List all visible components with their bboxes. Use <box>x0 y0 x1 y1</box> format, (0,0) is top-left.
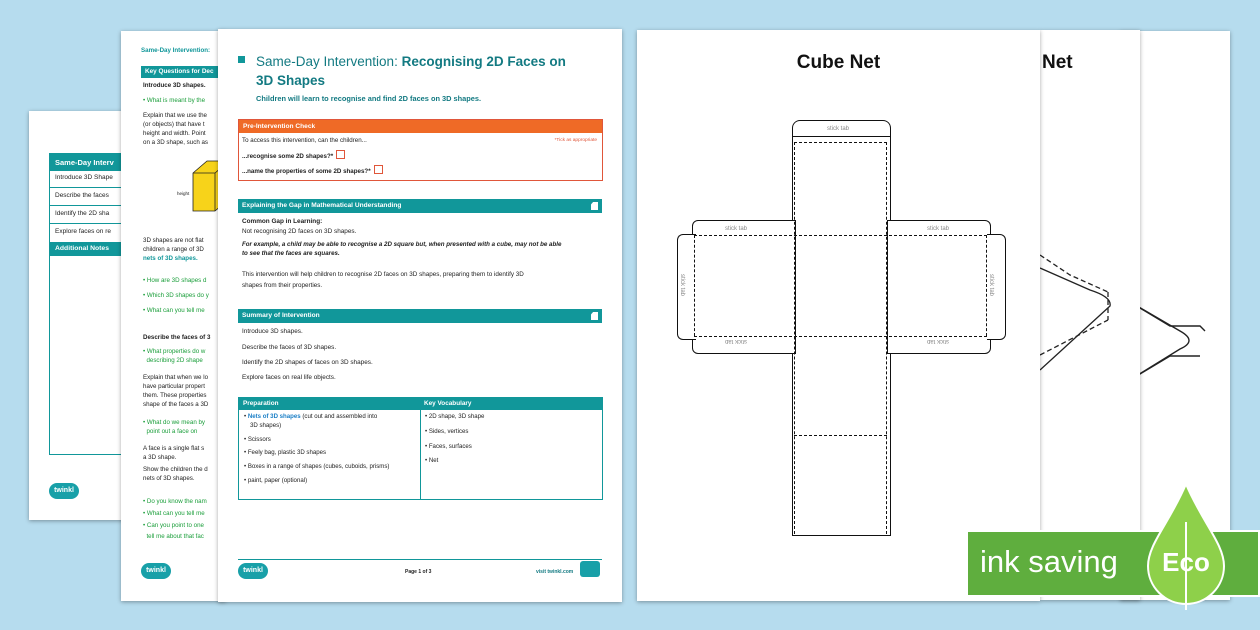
page-header: Same-Day Intervention: <box>141 47 211 54</box>
question: • What properties do w describing 2D shape <box>143 348 206 364</box>
page-title: Same-Day Intervention: Recognising 2D Faces on 3D Shapes <box>256 54 566 88</box>
section-icon <box>591 202 598 210</box>
table-row: Identify the 2D sha <box>55 210 110 217</box>
stick-tab-label: stick tab <box>927 226 950 232</box>
paragraph: Explain that when we lo have particular propert them. These properties shape of the faces a 3D <box>143 374 209 408</box>
summary-table <box>49 153 124 455</box>
question: • What do we mean by point out a face on <box>143 419 206 435</box>
title-marker-icon <box>238 56 245 63</box>
nets-link[interactable]: Nets of 3D shapes <box>247 413 301 420</box>
paragraph: Explain that we use the (or objects) that have t height and width. Point on a 3D shape, such as <box>143 112 209 146</box>
net-page-title: Net <box>1042 52 1073 73</box>
summary-section-header: Summary of Intervention <box>238 309 602 323</box>
badge-icon <box>580 561 600 577</box>
key-questions-band: Key Questions for Dec <box>141 66 226 78</box>
gap-section-header: Explaining the Gap in Mathematical Understanding <box>238 199 602 213</box>
fold-line <box>694 235 987 236</box>
stick-tab-label: stick tab <box>827 126 850 132</box>
fold-line <box>694 336 987 337</box>
page-number: Page 1 of 3 <box>405 569 432 575</box>
fold-line <box>794 142 795 534</box>
net-face-left <box>692 220 796 354</box>
section-icon <box>591 312 598 320</box>
page-subtitle: Children will learn to recognise and find 2D faces on 3D shapes. <box>256 94 482 103</box>
vocabulary-header: Key Vocabulary <box>420 398 602 410</box>
question-list: • Do you know the nam • What can you tell me • Can you point to one tell me about that fac <box>143 498 207 541</box>
fold-line <box>794 142 887 143</box>
twinkl-logo: twinkl <box>141 563 171 579</box>
stick-tab-label: stick tab <box>927 338 950 344</box>
check-item: ...name the properties of some 2D shapes?* <box>242 165 383 177</box>
tick-note: *Tick as appropriate <box>554 138 597 143</box>
net-page-middle <box>1040 30 1140 600</box>
check-header: Pre-Intervention Check <box>239 120 602 133</box>
intervention-page-main <box>218 29 622 602</box>
fold-line <box>694 235 695 336</box>
additional-notes-label: Additional Notes <box>50 242 124 256</box>
key-questions-page <box>121 31 226 601</box>
table-row: Introduce 3D Shape <box>55 174 113 181</box>
fold-line <box>886 142 887 534</box>
tick-box[interactable] <box>374 165 383 174</box>
summary-item: Describe the faces of 3D shapes. <box>242 344 337 351</box>
cube-net-title: Cube Net <box>796 52 881 73</box>
gap-example: For example, a child may be able to recognise a 2D square but, when presented with a cube, may not be able to see that the faces are squares. <box>242 241 562 257</box>
eco-label: Eco <box>1162 547 1210 577</box>
height-label: height <box>177 191 190 196</box>
twinkl-logo: twinkl <box>49 483 79 499</box>
stick-tab-label: stick tab <box>725 338 748 344</box>
gap-help: This intervention will help children to recognise 2D faces on 3D shapes, preparing them to identify 3D shapes from their properties. <box>242 271 524 289</box>
check-lead: To access this intervention, can the children... <box>242 137 367 144</box>
net-outline-middle <box>1040 250 1140 380</box>
stick-tab-label: stick tab <box>679 273 686 297</box>
section-intro: Introduce 3D shapes. <box>143 82 206 89</box>
table-row: Explore faces on re <box>55 228 112 235</box>
table-row: Describe the faces <box>55 192 109 199</box>
section-describe: Describe the faces of 3 <box>143 334 211 341</box>
worksheet-page-back <box>29 111 124 520</box>
common-gap-label: Common Gap in Learning: <box>242 218 323 225</box>
paragraph: A face is a single flat s a 3D shape. Show the children the d nets of 3D shapes. <box>143 445 208 482</box>
twinkl-logo: twinkl <box>238 563 268 579</box>
common-gap-text: Not recognising 2D faces on 3D shapes. <box>242 228 357 235</box>
preparation-header: Preparation <box>239 398 420 410</box>
fold-line <box>794 435 887 436</box>
pre-intervention-check <box>238 119 603 181</box>
question-list: • How are 3D shapes d • Which 3D shapes do y • What can you tell me <box>143 277 209 314</box>
summary-item: Explore faces on real life objects. <box>242 374 336 381</box>
preparation-list: • Nets of 3D shapes (cut out and assembled into 3D shapes) • Scissors • Feely bag, plastic 3D shapes • Boxes in a range of shapes (cubes, cuboids, prisms) • paint, paper (optional) <box>244 413 390 485</box>
stick-tab-label: stick tab <box>725 226 748 232</box>
preparation-table <box>238 397 603 500</box>
ink-saving-text: ink saving <box>980 544 1118 579</box>
cube-net-page <box>637 30 1040 601</box>
net-face-right <box>887 220 991 354</box>
ink-saving-badge <box>966 530 1260 597</box>
question: • What is meant by the <box>143 97 206 104</box>
fold-line <box>986 235 987 336</box>
tick-box[interactable] <box>336 150 345 159</box>
summary-item: Introduce 3D shapes. <box>242 328 303 335</box>
summary-item: Identify the 2D shapes of faces on 3D shapes. <box>242 359 373 366</box>
visit-link[interactable]: visit twinkl.com <box>536 569 574 575</box>
table-heading: Same-Day Interv <box>50 154 124 171</box>
vocabulary-list: • 2D shape, 3D shape • Sides, vertices • Faces, surfaces • Net <box>425 413 485 465</box>
stick-tab-label: stick tab <box>988 273 995 297</box>
check-item: ...recognise some 2D shapes?* <box>242 150 345 162</box>
paragraph: 3D shapes are not flat children a range of 3D nets of 3D shapes. <box>143 237 204 262</box>
